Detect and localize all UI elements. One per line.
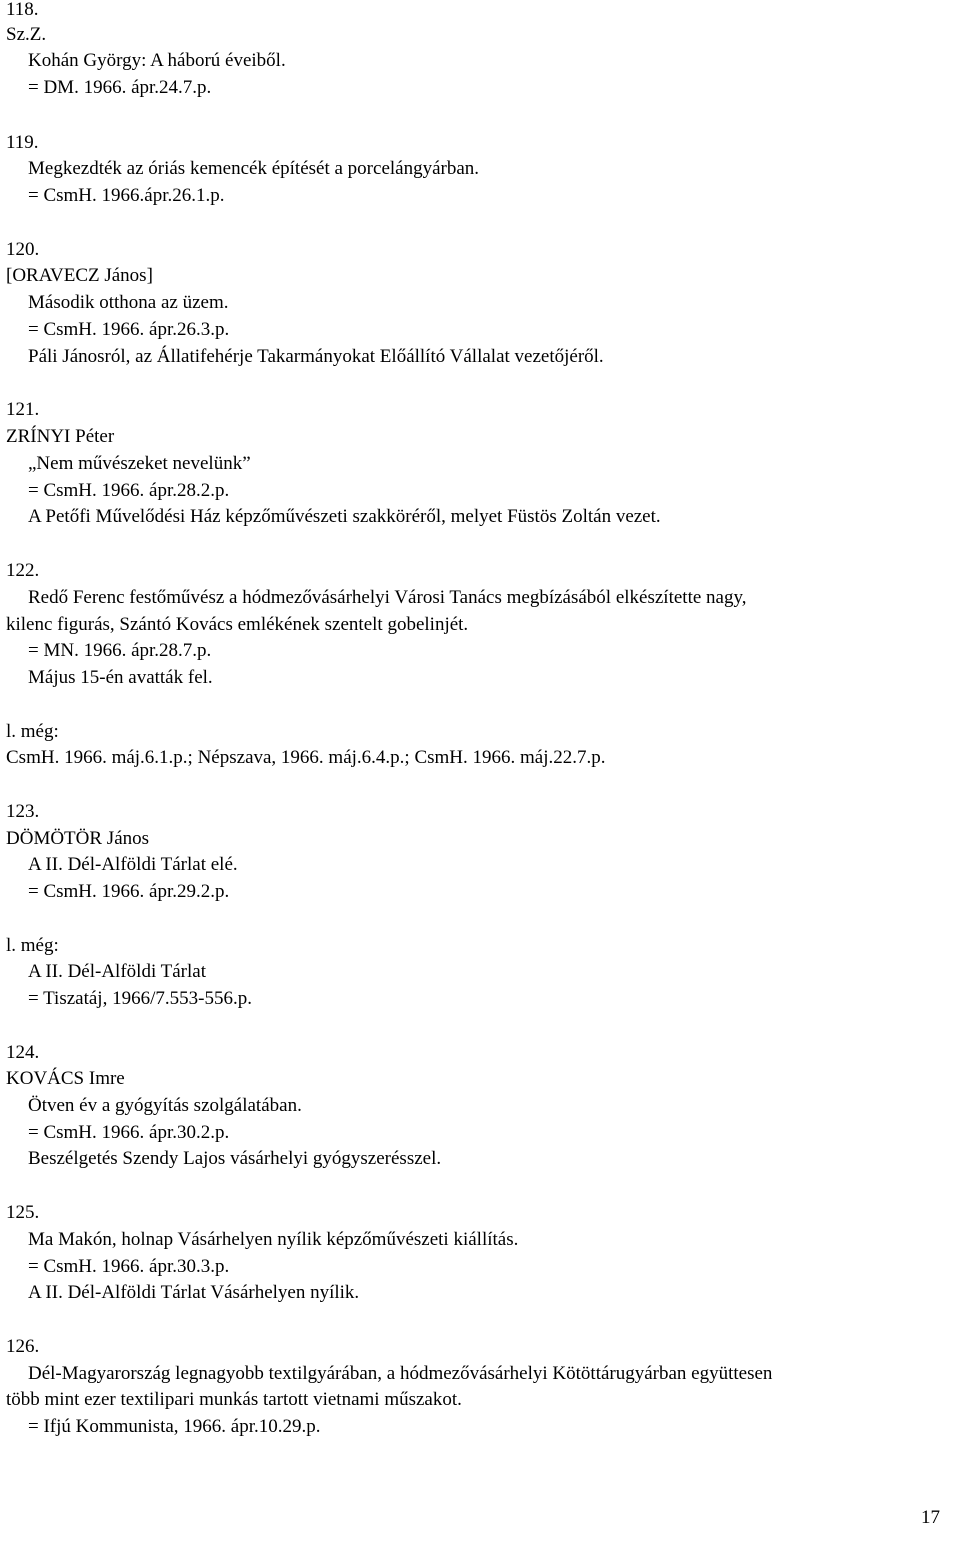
entry-title: Redő Ferenc festőművész a hódmezővásárhelyi Városi Tanács megbízásából elkészítette nagy, bbox=[28, 587, 747, 608]
entry-source: = CsmH. 1966. ápr.30.2.p. bbox=[28, 1122, 230, 1143]
entry-title: „Nem művészeket nevelünk” bbox=[28, 453, 251, 474]
see-also-label: l. még: bbox=[6, 721, 59, 742]
entry-author: [ORAVECZ János] bbox=[6, 265, 153, 286]
entry-author: KOVÁCS Imre bbox=[6, 1068, 125, 1089]
entry-number: 122. bbox=[6, 560, 40, 581]
entry-annotation: Május 15-én avatták fel. bbox=[28, 667, 213, 688]
entry-source: = CsmH. 1966. ápr.29.2.p. bbox=[28, 881, 230, 902]
entry-author: ZRÍNYI Péter bbox=[6, 426, 115, 447]
entry-title: Megkezdték az óriás kemencék építését a porcelángyárban. bbox=[28, 158, 480, 179]
entry-source: = CsmH. 1966.ápr.26.1.p. bbox=[28, 185, 225, 206]
entry-number: 124. bbox=[6, 1042, 40, 1063]
entry-source: = CsmH. 1966. ápr.26.3.p. bbox=[28, 319, 230, 340]
entry-title: Dél-Magyarország legnagyobb textilgyárában, a hódmezővásárhelyi Kötöttárugyárban együttesen bbox=[28, 1363, 773, 1384]
entry-number: 125. bbox=[6, 1202, 40, 1223]
entry-source: = CsmH. 1966. ápr.30.3.p. bbox=[28, 1256, 230, 1277]
entry-title: Második otthona az üzem. bbox=[28, 292, 229, 313]
entry-source: = DM. 1966. ápr.24.7.p. bbox=[28, 77, 212, 98]
page-number: 17 bbox=[921, 1507, 940, 1528]
entry-source: = CsmH. 1966. ápr.28.2.p. bbox=[28, 480, 230, 501]
see-also-sources: CsmH. 1966. máj.6.1.p.; Népszava, 1966. máj.6.4.p.; CsmH. 1966. máj.22.7.p. bbox=[6, 747, 606, 768]
see-also-title: A II. Dél-Alföldi Tárlat bbox=[28, 961, 206, 982]
entry-title-continuation: több mint ezer textilipari munkás tartott vietnami műszakot. bbox=[6, 1389, 462, 1410]
see-also-source: = Tiszatáj, 1966/7.553-556.p. bbox=[28, 988, 252, 1009]
entry-number: 119. bbox=[6, 132, 39, 153]
entry-title: Kohán György: A háború éveiből. bbox=[28, 50, 286, 71]
entry-number: 123. bbox=[6, 801, 40, 822]
entry-title: A II. Dél-Alföldi Tárlat elé. bbox=[28, 854, 238, 875]
entry-source: = MN. 1966. ápr.28.7.p. bbox=[28, 640, 212, 661]
entry-number: 121. bbox=[6, 399, 40, 420]
see-also-label: l. még: bbox=[6, 935, 59, 956]
entry-source: = Ifjú Kommunista, 1966. ápr.10.29.p. bbox=[28, 1416, 321, 1437]
entry-annotation: Beszélgetés Szendy Lajos vásárhelyi gyógyszerésszel. bbox=[28, 1148, 442, 1169]
entry-title-continuation: kilenc figurás, Szántó Kovács emlékének szentelt gobelinjét. bbox=[6, 614, 469, 635]
entry-number: 126. bbox=[6, 1336, 40, 1357]
entry-number: 118. bbox=[6, 0, 39, 20]
entry-annotation: Páli Jánosról, az Állatifehérje Takarmányokat Előállító Vállalat vezetőjéről. bbox=[28, 346, 604, 367]
entry-number: 120. bbox=[6, 239, 40, 260]
entry-author: DÖMÖTÖR János bbox=[6, 828, 150, 849]
entry-annotation: A II. Dél-Alföldi Tárlat Vásárhelyen nyílik. bbox=[28, 1282, 360, 1303]
entry-annotation: A Petőfi Művelődési Ház képzőművészeti szakköréről, melyet Füstös Zoltán vezet. bbox=[28, 506, 661, 527]
entry-author: Sz.Z. bbox=[6, 24, 47, 45]
entry-title: Ma Makón, holnap Vásárhelyen nyílik képzőművészeti kiállítás. bbox=[28, 1229, 519, 1250]
entry-title: Ötven év a gyógyítás szolgálatában. bbox=[28, 1095, 302, 1116]
